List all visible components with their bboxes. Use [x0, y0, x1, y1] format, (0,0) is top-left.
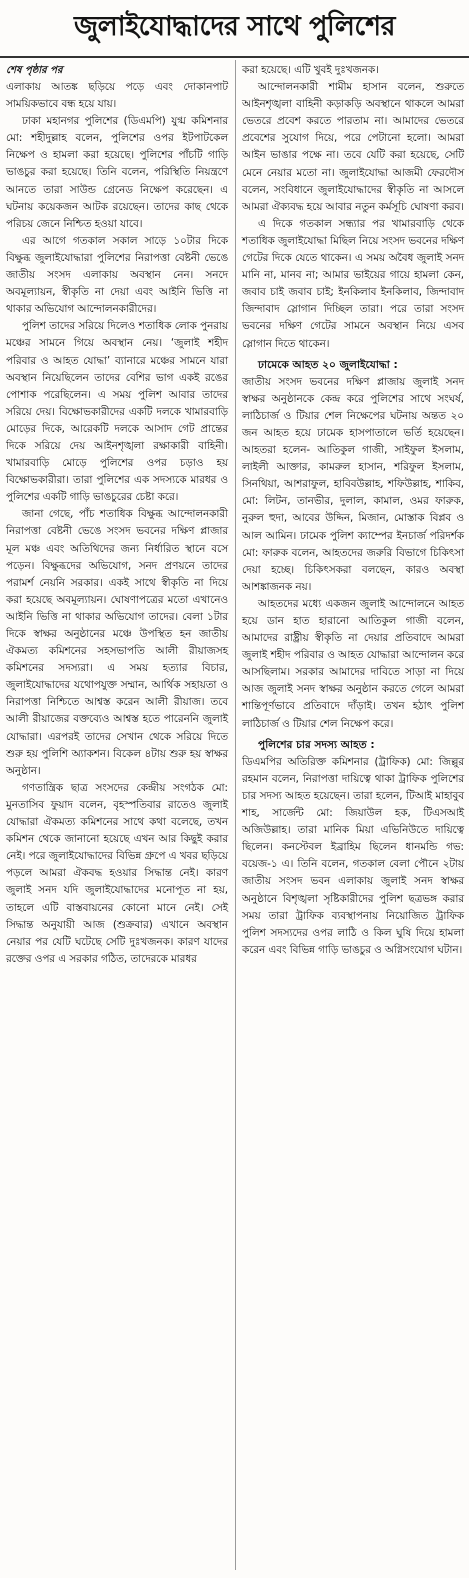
body-paragraph: আহতদের মধ্যে একজন জুলাই আন্দোলনে আহত হয়ে ডান হাত হারানো আতিকুল গাজী বলেন, আমাদের রাষ্ট্রীয় স্বীকৃতি না দেয়ার প্রতিবাদে আমরা জুলাই শহীদ পরিবার ও আহত যোদ্ধারা আন্দোলন করে আসছিলাম। সরকার আমাদের দাবিতে সাড়া না দিয়ে আজ জুলাই সনদ স্বাক্ষর অনুষ্ঠান করতে গেলে আমরা শান্তিপূর্ণভাবে প্রতিবাদে দাঁড়াই। তখন হঠাৎ পুলিশ লাঠিচার্জ ও টিয়ার শেল নিক্ষেপ করে।: [242, 597, 464, 730]
body-text: ডিএমপির অতিরিক্ত কমিশনার (ট্রাফিক) মো: জিল্লুর রহমান বলেন, নিরাপত্তা দায়িত্বে থাকা ট্রাফিক পুলিশের চার সদস্য আহত হয়েছেন। তারা হলেন, টিআই মাহাবুব শাহ, সার্জেন্ট মো: জিয়াউল হক, টিএসআই অজিউল্লাহ। তারা মানিক মিয়া এভিনিউতে দায়িত্বে ছিলেন। কনস্টেবল ইব্রাহিম ছিলেন ধানমন্ডি গভ: বয়েজ-১ এ। তিনি বলেন, গতকাল বেলা পৌনে ২টায় জাতীয় সংসদ ভবন এলাকায় জুলাই সনদ স্বাক্ষর অনুষ্ঠানে বিশৃঙ্খলা সৃষ্টিকারীদের পুলিশ ছত্রভঙ্গ করার সময় তারা ট্রাফিক ব্যবস্থাপনায় নিয়োজিত ট্রাফিক পুলিশ সদস্যদের ওপর লাঠি ও কিল ঘুষি দিয়ে হামলা করেন এবং বিভিন্ন গাড়ি ভাঙচুর ও অগ্নিসংযোগ ঘটান।: [242, 755, 464, 956]
subhead-injured-dmch: ঢামেকে আহত ২০ জুলাইযোদ্ধা :: [258, 358, 398, 371]
column-divider: [235, 60, 236, 1570]
body-paragraph: পুলিশ তাদের সরিয়ে দিলেও শতাধিক লোক পুনরায় মঞ্চের সামনে গিয়ে অবস্থান নেয়। ‘জুলাই শহীদ পরিবার ও আহত যোদ্ধা’ ব্যানারে মঞ্চের সামনে যারা অবস্থান নিয়েছিলেন তাদের বেশির ভাগ একই রঙের পোশাক পরেছিলেন। এ সময় পুলিশ আবার তাদের সরিয়ে দেয়। বিক্ষোভকারীদের একটি দলকে খামারবাড়ি মোড়ের দিকে, আরেকটি দলকে আসাদ গেট প্রান্তের দিকে সরিয়ে দেয় আইনশৃঙ্খলা রক্ষাকারী বাহিনী। খামারবাড়ি মোড়ে পুলিশের ওপর চড়াও হয় বিক্ষোভকারীরা। তারা পুলিশের এক সদস্যকে মারধর ও পুলিশের একটি গাড়ি ভাঙচুরের চেষ্টা করে।: [6, 320, 228, 504]
body-paragraph: আন্দোলনকারী শামীম হাসান বলেন, শুরুতে আইনশৃঙ্খলা বাহিনী কড়াকড়ি অবস্থানে থাকলে আমরা ভেতরে প্রবেশ করতে পারতাম না। আমাদের ভেতরে প্রবেশের সুযোগ দিয়ে, পরে পেটানো হলো। আমরা আইন ভাঙার পক্ষে না। তবে যেটি করা হয়েছে, সেটি মেনে নেয়ার মতো না। জুলাইযোদ্ধা আজমী ফেরদৌস বলেন, সংবিধানে জুলাইযোদ্ধাদের স্বীকৃতি না আসলে আমরা ঐক্যবদ্ধ হয়ে আবার নতুন কর্মসূচি ঘোষণা করব।: [242, 81, 464, 213]
right-column: [242, 62, 464, 959]
body-text: জাতীয় সংসদ ভবনের দক্ষিণ প্লাজায় জুলাই সনদ স্বাক্ষর অনুষ্ঠানকে কেন্দ্র করে পুলিশের সাথে সংঘর্ষ, লাঠিচার্জ ও টিয়ার শেল নিক্ষেপের ঘটনায় অন্তত ২০ জন আহত হয়ে ঢামেক হাসপাতালে ভর্তি হয়েছেন। আহতরা হলেন- আতিকুল গাজী, সাইফুল ইসলাম, লাইলী আক্তার, কামরুল হাসান, শরিফুল ইসলাম, সিনথিয়া, আশরাফুল, হাবিবউল্লাহ, শফিউল্লাহ, শাকিব, মো: লিটন, তানভীর, দুলাল, কামাল, ওমর ফারুক, নুরুল হুদা, আবের উদ্দিন, মিজান, মোস্তাক বিপ্লব ও আল আমিন। ঢামেক পুলিশ ক্যাম্পের ইনচার্জ পরিদর্শক মো: ফারুক বলেন, আহতদের জরুরি বিভাগে চিকিৎসা দেয়া হচ্ছে। চিকিৎসকরা বলছেন, কারও অবস্থা আশঙ্কাজনক নয়।: [242, 375, 464, 593]
continuation-kicker: শেষ পৃষ্ঠার পর: [6, 65, 63, 76]
body-paragraph-with-subhead: [242, 737, 464, 959]
body-paragraph: এ দিকে গতকাল সন্ধ্যার পর খামারবাড়ি থেকে শতাধিক জুলাইযোদ্ধা মিছিল নিয়ে সংসদ ভবনের দক্ষিণ গেটের দিকে যেতে থাকেন। এ সময় অবৈধ জুলাই সনদ মানি না, মানব না; আমার ভাইয়ের গায়ে হামলা কেন, জবাব চাই জবাব চাই; ইনকিলাব ইনকিলাব, জিন্দাবাদ জিন্দাবাদ স্লোগান দিচ্ছিল তারা। পরে তারা সংসদ ভবনের দক্ষিণ গেটের সামনে অবস্থান নিয়ে এসব স্লোগান দিতে থাকেন।: [242, 217, 464, 350]
body-paragraph: গণতান্ত্রিক ছাত্র সংসদের কেন্দ্রীয় সংগঠক মো: মুনতাসিব ফুয়াদ বলেন, বৃহস্পতিবার রাতেও জুলাই যোদ্ধারা ঐকমত্য কমিশনের সাথে কথা বলেছে, তখন কমিশন থেকে জানানো হয়েছে এখন আর কিছুই করার নেই। পরে জুলাইযোদ্ধাদের বিভিন্ন গ্রুপে এ খবর ছড়িয়ে পড়লে আমরা ঐকবদ্ধ হওয়ার সিদ্ধান্ত নেই। কারণ জুলাই সনদ যদি জুলাইযোদ্ধাদের মনোপূত না হয়, তাহলে এটি বাস্তবায়নের কোনো মানে নেই। সেই সিদ্ধান্ত অনুযায়ী আজ (শুক্রবার) এখানে অবস্থান নেয়ার পর যেটি ঘটেছে সেটি দুঃখজনক। কারণ যাদের রক্তের ওপর এ সরকার গঠিত, তাদেরকে মারধর: [6, 781, 228, 965]
body-paragraph: এলাকায় আতঙ্ক ছড়িয়ে পড়ে এবং দোকানপাট সাময়িকভাবে বন্ধ হয়ে যায়।: [6, 81, 228, 111]
body-paragraph: ঢাকা মহানগর পুলিশের (ডিএমপি) যুগ্ম কমিশনার মো: শহীদুল্লাহ বলেন, পুলিশের ওপর ইটপাটকেল নিক্ষেপ ও হামলা করা হয়েছে। পুলিশের পাঁচটি গাড়ি ভাঙচুর করা হয়েছে। তিনি বলেন, পরিস্থিতি নিয়ন্ত্রণে আনতে তারা সাউন্ড গ্রেনেড নিক্ষেপ করেছেন। এ ঘটনায় কয়েকজন আটক রয়েছেন। তাদের কাছ থেকে পরিচয় জেনে নিশ্চিত হওয়া যাবে।: [6, 115, 228, 230]
body-paragraph-with-subhead: [242, 357, 464, 596]
body-paragraph: করা হয়েছে। এটি খুবই দুঃখজনক।: [242, 64, 379, 76]
article-headline: জুলাইযোদ্ধাদের সাথে পুলিশের: [0, 0, 469, 58]
body-paragraph: এর আগে গতকাল সকাল সাড়ে ১০টার দিকে বিক্ষুব্ধ জুলাইযোদ্ধারা পুলিশের নিরাপত্তা বেষ্টনী ভেঙে জাতীয় সংসদ এলাকায় অবস্থান নেন। সনদে অবমূল্যায়ন, স্বীকৃতি না দেয়া এবং আইনি ভিত্তি না থাকার অভিযোগ আন্দোলনকারীদের।: [6, 234, 228, 316]
body-paragraph: জানা গেছে, পাঁচ শতাধিক বিক্ষুব্ধ আন্দোলনকারী নিরাপত্তা বেষ্টনী ভেঙে সংসদ ভবনের দক্ষিণ প্লাজার মূল মঞ্চ এবং অতিথিদের জন্য নির্ধারিত স্থানে বসে পড়েন। বিক্ষুব্ধদের অভিযোগ, সনদ প্রণয়নে তাদের পরামর্শ নেয়নি সরকার। একই সাথে স্বীকৃতি না দিয়ে করা হয়েছে অবমূল্যায়ন। ঘোষণাপত্রের মতো এখানেও আইনি ভিত্তি না থাকার অভিযোগ তাদের। বেলা ১টার দিকে স্বাক্ষর অনুষ্ঠানের মঞ্চে উপস্থিত হন জাতীয় ঐকমত্য কমিশনের সহসভাপতি আলী রীয়াজসহ কমিশনের সদস্যরা। এ সময় হত্যার বিচার, জুলাইযোদ্ধাদের যথোপযুক্ত সম্মান, আর্থিক সহায়তা ও নিরাপত্তা নিশ্চিতে আশ্বস্ত করেন আলী রীয়াজ। তবে আলী রীয়াজের বক্তব্যেও আশ্বস্ত হতে পারেননি জুলাই যোদ্ধারা। এরপরই তাদের সেখান থেকে সরিয়ে দিতে শুরু হয় পুলিশি অ্যাকশন। বিকেল ৪টায় শুরু হয় স্বাক্ষর অনুষ্ঠান।: [6, 508, 228, 777]
left-column: [6, 62, 228, 968]
subhead-police-injured: পুলিশের চার সদস্য আহত :: [258, 738, 375, 751]
